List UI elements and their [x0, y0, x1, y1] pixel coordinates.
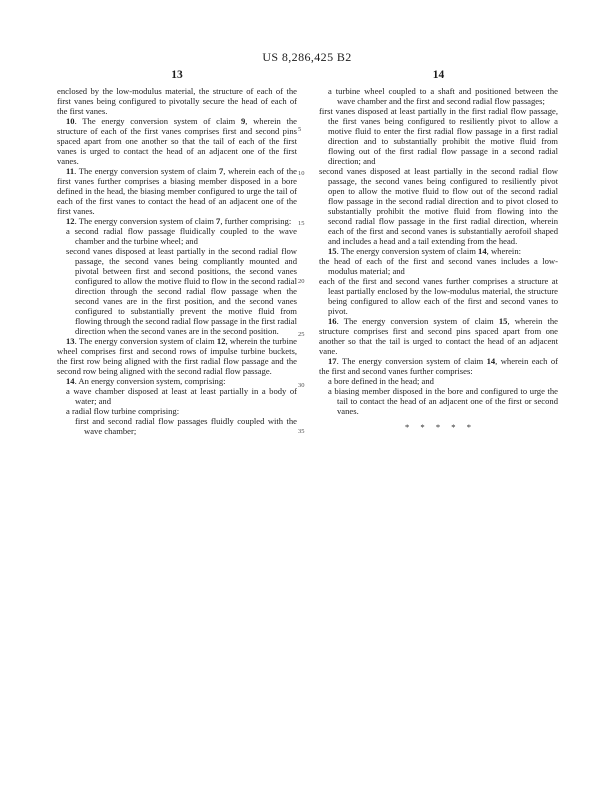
line-number: 30 [298, 382, 305, 389]
claims-column-left [57, 69, 297, 436]
claim-paragraph [319, 86, 558, 106]
line-number: 15 [298, 220, 305, 227]
claim-paragraph [319, 246, 558, 256]
claim-paragraph [57, 416, 297, 436]
claim-paragraph [319, 276, 558, 316]
line-number: 35 [298, 428, 305, 435]
claim-text: , wherein each of the first and second vanes further comprises: [319, 356, 558, 376]
claim-text: first vanes disposed at least partially in the first radial flow passage, the first vanes being configured to resiliently pivot to allow a motive fluid to enter the first radial flow passage in a first radial direction and to substantially prohibit the motive fluid from flowing out of the first radial flow passage in a second radial direction; and [319, 106, 558, 166]
claim-paragraph [57, 116, 297, 166]
claim-text: second vanes disposed at least partially in the second radial flow passage, the second vanes being compliantly mounted and pivotal between first and second positions, the second vanes configured to allow the motive fluid to flow in the second radial direction through the second radial flow passage when the second vanes are in the first position, and the second vanes configured to substantially prevent the motive fluid from flowing through the second radial flow passage in the first radial direction when the second vanes are in the second position. [66, 246, 297, 336]
claim-text: a biasing member disposed in the bore and configured to urge the tail to contact the head of an adjacent one of the first or second vanes. [328, 386, 558, 416]
line-number-gutter [298, 0, 316, 792]
claim-number-ref: 7 [216, 216, 221, 226]
claim-text: . The energy conversion system of claim [336, 356, 487, 366]
claim-text: a wave chamber disposed at least at least partially in a body of water; and [66, 386, 297, 406]
claim-text: each of the first and second vanes further comprises a structure at least partially enclosed by the low-modulus material, the structure being configured to allow each of the first and second vanes to pivot. [319, 276, 558, 316]
claim-number-ref: 15 [328, 246, 337, 256]
claim-paragraph [57, 216, 297, 226]
line-number: 25 [298, 331, 305, 338]
claim-text: . The energy conversion system of claim [74, 116, 241, 126]
claim-number-ref: 17 [328, 356, 337, 366]
claim-number-ref: 12 [66, 216, 75, 226]
claim-text: . The energy conversion system of claim [74, 216, 217, 226]
claim-paragraph [57, 376, 297, 386]
claim-text: , wherein: [486, 246, 522, 256]
claim-text: a turbine wheel coupled to a shaft and positioned between the wave chamber and the first and second radial flow passages; [328, 86, 558, 106]
claims-column-right [319, 69, 558, 432]
line-number: 20 [298, 278, 305, 285]
claim-paragraph [319, 106, 558, 166]
claim-text: second vanes disposed at least partially in the second radial flow passage, the second vanes being configured to resiliently pivot open to allow the motive fluid to flow out of the second radial flow passage in the second radial direction and to pivot closed to substantially prohibit the motive fluid from flowing into the second radial flow passage in the first radial direction, wherein each of the first and second vanes is substantially aerofoil shaped and includes a head and a tail extending from the head. [319, 166, 558, 246]
claim-number-ref: 14 [486, 356, 496, 366]
claim-text: a bore defined in the head; and [328, 376, 434, 386]
claim-number-ref: 7 [218, 166, 224, 176]
claim-paragraph [57, 86, 297, 116]
claim-text: the head of each of the first and second vanes includes a low-modulus material; and [319, 256, 558, 276]
asterisk-separator [319, 422, 558, 432]
claim-number-ref: 13 [66, 336, 75, 346]
claim-number-ref: 9 [240, 116, 246, 126]
claim-text: . The energy conversion system of claim [74, 336, 217, 346]
claim-text: . The energy conversion system of claim [336, 246, 479, 256]
claim-number-ref: 10 [66, 116, 75, 126]
column-number-left: 13 [171, 69, 183, 81]
claim-paragraph [319, 256, 558, 276]
claim-paragraph [319, 316, 558, 356]
claim-paragraph [319, 166, 558, 246]
claim-paragraph [319, 386, 558, 416]
claim-text: first and second radial flow passages fluidly coupled with the wave chamber; [75, 416, 297, 436]
line-number: 10 [298, 170, 305, 177]
claim-paragraph [319, 356, 558, 376]
claim-text: a radial flow turbine comprising: [66, 406, 180, 416]
claim-text: . The energy conversion system of claim [336, 316, 499, 326]
claim-paragraph [57, 226, 297, 246]
claim-paragraph [319, 376, 558, 386]
claim-paragraph [57, 166, 297, 216]
claim-paragraph [57, 246, 297, 336]
claim-number-ref: 14 [66, 376, 75, 386]
claim-text: . An energy conversion system, comprising: [74, 376, 226, 386]
claim-text: * * * * * [404, 422, 473, 432]
claim-text: , wherein each of the first vanes further comprises a biasing member disposed in a bore defined in the head, the biasing member configured to urge the tail of each of the first vanes to contact the head of an adjacent one of the first vanes. [57, 166, 297, 216]
claim-number-ref: 11 [66, 166, 75, 176]
claim-number-ref: 16 [328, 316, 337, 326]
claim-paragraph [57, 336, 297, 376]
claim-text: enclosed by the low-modulus material, the structure of each of the first vanes being configured to pivotally secure the head of each of the first vanes. [57, 86, 297, 116]
column-number-right: 14 [432, 69, 445, 81]
claim-paragraph [57, 386, 297, 406]
claim-number-ref: 12 [216, 336, 226, 346]
claim-number-ref: 15 [498, 316, 508, 326]
claim-number-ref: 14 [478, 246, 487, 256]
claim-text: , further comprising: [220, 216, 292, 226]
claim-text: , wherein the structure of each of the first vanes comprises first and second pins spaced apart from one another so that the tail of each of the first vanes is urged to contact the head of an adjacent one of the first vanes. [57, 116, 297, 166]
claim-text: , wherein the structure comprises first and second pins spaced apart from one another so that the tail is urged to contact the head of an adjacent vane. [319, 316, 559, 356]
patent-number-header: US 8,286,425 B2 [262, 50, 352, 64]
claim-paragraph [57, 406, 297, 416]
claim-text: , wherein the turbine wheel comprises first and second rows of impulse turbine buckets, the first row being aligned with the first radial flow passage and the second row being aligned with the second radial flow passage. [57, 336, 297, 376]
claim-text: . The energy conversion system of claim [74, 166, 219, 176]
line-number: 5 [298, 126, 302, 133]
claim-text: a second radial flow passage fluidically coupled to the wave chamber and the turbine wheel; and [66, 226, 297, 246]
